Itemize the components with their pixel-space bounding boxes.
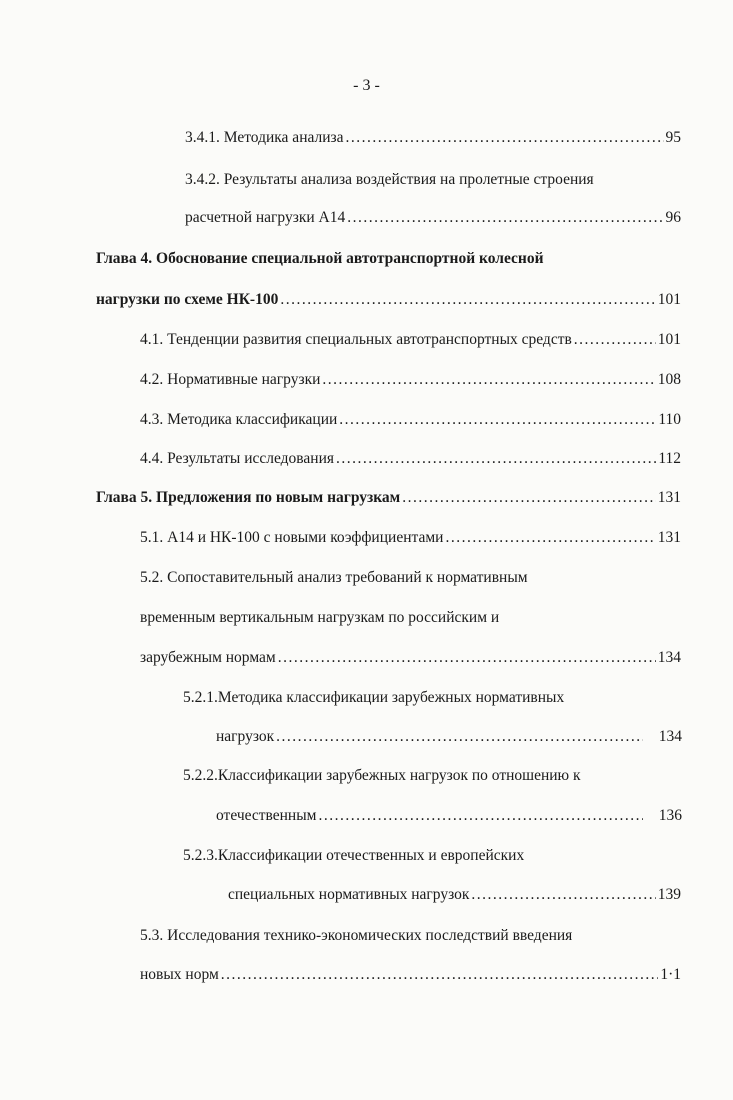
toc-entry-page: 136 xyxy=(658,807,682,824)
toc-entry-4-4[interactable] xyxy=(140,449,681,469)
toc-entry-title: 4.2. Нормативные нагрузки xyxy=(140,371,321,388)
toc-entry-title: 5.2.2.Классификации зарубежных нагрузок по отношению к xyxy=(183,767,581,784)
toc-entry-title: 4.1. Тенденции развития специальных автотранспортных средств xyxy=(140,331,572,348)
toc-entry-5-2-2[interactable] xyxy=(183,766,581,786)
toc-entry-title: 5.2.3.Классификации отечественных и европейских xyxy=(183,847,525,864)
toc-leader-dots xyxy=(221,965,659,985)
toc-entry-5-3-cont[interactable] xyxy=(140,965,681,985)
toc-entry-title: 3.4.1. Методика анализа xyxy=(185,129,344,146)
toc-leader-dots xyxy=(322,370,655,390)
toc-leader-dots xyxy=(339,410,656,430)
toc-entry-title: новых норм xyxy=(140,966,219,983)
toc-entry-page: 131 xyxy=(657,529,681,546)
toc-chapter-title: нагрузки по схеме НК-100 xyxy=(96,291,279,308)
toc-leader-dots xyxy=(336,449,656,469)
toc-entry-title: расчетной нагрузки А14 xyxy=(185,209,346,226)
toc-entry-title: отечественным xyxy=(216,807,317,824)
toc-entry-5-1[interactable] xyxy=(140,528,681,548)
toc-leader-dots xyxy=(445,528,655,548)
toc-entry-3-4-2[interactable] xyxy=(185,170,594,190)
toc-entry-page: 96 xyxy=(665,209,681,226)
toc-leader-dots xyxy=(276,727,643,747)
toc-leader-dots xyxy=(402,488,656,508)
page-number: - 3 - xyxy=(353,77,380,94)
toc-entry-5-2[interactable] xyxy=(140,568,528,588)
toc-entry-5-3[interactable] xyxy=(140,926,572,946)
toc-leader-dots xyxy=(280,290,655,310)
toc-entry-page: 134 xyxy=(657,649,681,666)
toc-entry-4-1[interactable] xyxy=(140,330,681,350)
toc-entry-page: 95 xyxy=(665,129,681,146)
toc-chapter-4[interactable] xyxy=(96,249,544,269)
toc-entry-page: 1·1 xyxy=(660,966,681,983)
toc-entry-page: 110 xyxy=(658,411,681,428)
toc-chapter-4-cont[interactable] xyxy=(96,290,681,310)
toc-entry-4-3[interactable] xyxy=(140,410,681,430)
toc-leader-dots xyxy=(346,128,664,148)
toc-entry-title: 5.2. Сопоставительный анализ требований к нормативным xyxy=(140,569,528,586)
toc-entry-title: 4.4. Результаты исследования xyxy=(140,450,335,467)
toc-entry-5-2-3-cont[interactable] xyxy=(228,885,681,905)
toc-entry-title: специальных нормативных нагрузок xyxy=(228,886,470,903)
toc-entry-page: 101 xyxy=(657,331,681,348)
toc-entry-page: 108 xyxy=(657,371,681,388)
toc-entry-5-2-2-cont[interactable] xyxy=(216,806,682,826)
toc-entry-title: 4.3. Методика классификации xyxy=(140,411,338,428)
toc-chapter-title: Глава 4. Обоснование специальной автотранспортной колесной xyxy=(96,250,544,267)
toc-entry-title: 5.3. Исследования технико-экономических последствий введения xyxy=(140,927,573,944)
toc-leader-dots xyxy=(318,806,642,826)
toc-leader-dots xyxy=(278,648,656,668)
toc-entry-title: 5.1. А14 и НК-100 с новыми коэффициентами xyxy=(140,529,444,546)
toc-entry-page: 101 xyxy=(657,291,681,308)
toc-entry-3-4-2-cont[interactable] xyxy=(185,208,681,228)
toc-entry-5-2-cont[interactable] xyxy=(140,608,499,628)
toc-leader-dots xyxy=(574,330,656,350)
toc-entry-title: временным вертикальным нагрузкам по российским и xyxy=(140,609,500,626)
toc-entry-3-4-1[interactable] xyxy=(185,128,681,148)
toc-leader-dots xyxy=(347,208,663,228)
toc-leader-dots xyxy=(471,885,655,905)
toc-entry-5-2-cont2[interactable] xyxy=(140,648,681,668)
toc-entry-page: 134 xyxy=(658,728,682,745)
toc-chapter-5[interactable] xyxy=(96,488,681,508)
toc-entry-4-2[interactable] xyxy=(140,370,681,390)
toc-entry-5-2-1-cont[interactable] xyxy=(216,727,682,747)
toc-chapter-title: Глава 5. Предложения по новым нагрузкам xyxy=(96,489,401,506)
toc-entry-title: 3.4.2. Результаты анализа воздействия на пролетные строения xyxy=(185,171,594,188)
toc-entry-page: 139 xyxy=(657,886,681,903)
toc-entry-page: 131 xyxy=(657,489,681,506)
toc-entry-title: 5.2.1.Методика классификации зарубежных нормативных xyxy=(183,689,565,706)
toc-entry-title: зарубежным нормам xyxy=(140,649,276,666)
toc-entry-5-2-1[interactable] xyxy=(183,688,564,708)
toc-entry-5-2-3[interactable] xyxy=(183,846,524,866)
toc-entry-title: нагрузок xyxy=(216,728,275,745)
toc-entry-page: 112 xyxy=(658,450,681,467)
